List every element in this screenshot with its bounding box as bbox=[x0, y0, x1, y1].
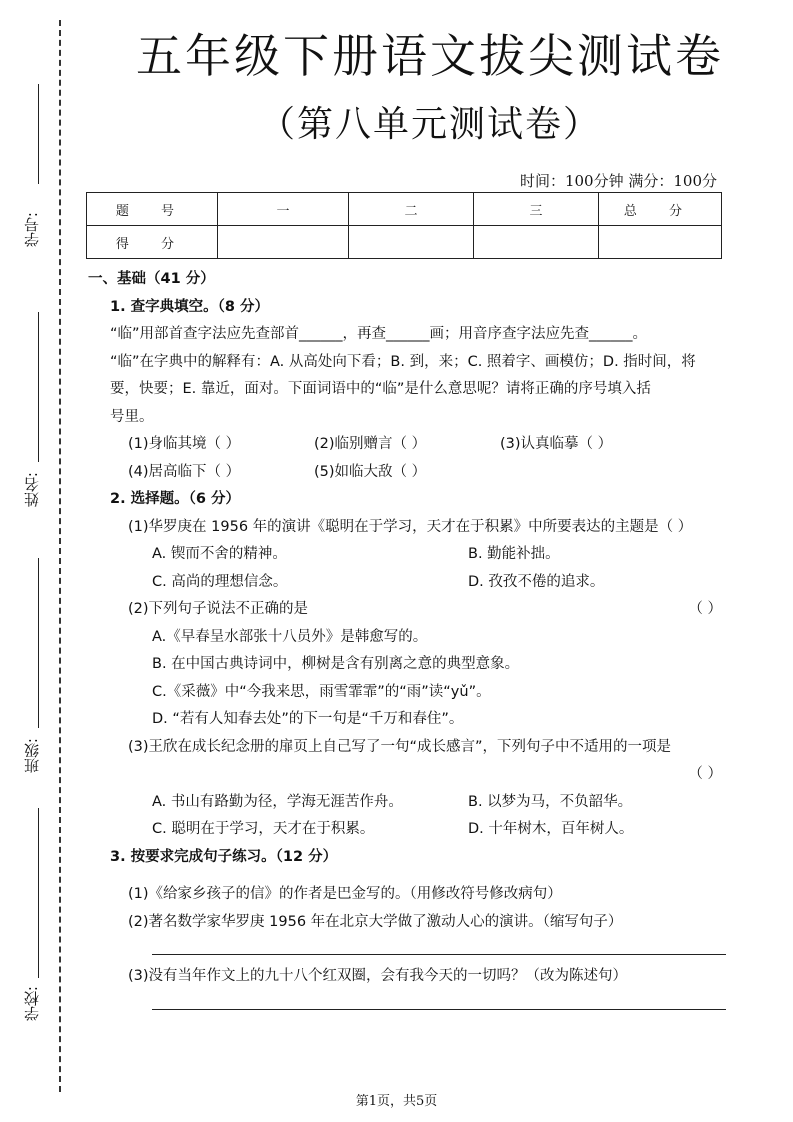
school-label: 学校: bbox=[23, 986, 41, 1022]
school-line[interactable] bbox=[38, 808, 39, 978]
time-score-info: 时间：100分钟 满分：100分 bbox=[519, 172, 717, 190]
score-table-score-row bbox=[87, 226, 722, 259]
question-2-3-stem: (3)王欣在成长纪念册的扉页上自己写了一句“成长感言”，下列句子中不适用的一项是 bbox=[128, 738, 672, 755]
name-line[interactable] bbox=[38, 312, 39, 462]
word-item[interactable]: (4)居高临下（ ） bbox=[128, 463, 241, 480]
question-3-1: (1)《给家乡孩子的信》的作者是巴金写的。（用修改符号修改病句） bbox=[128, 886, 562, 902]
page-title: 五年级下册语文拔尖测试卷 bbox=[136, 29, 724, 83]
score-cell[interactable] bbox=[349, 226, 474, 259]
option-c[interactable]: C.《采薇》中“今我来思，雨雪霏霏”的“雨”读“yǔ”。 bbox=[152, 683, 491, 700]
question-2-2-stem-row bbox=[88, 596, 728, 624]
word-item[interactable]: (2)临别赠言（ ） bbox=[314, 436, 427, 452]
option-row bbox=[88, 789, 728, 817]
option-row bbox=[88, 541, 728, 569]
question-1-items-row bbox=[88, 459, 728, 487]
word-item[interactable]: (1)身临其境（ ） bbox=[128, 436, 241, 452]
option-b[interactable]: B. 在中国古典诗词中，柳树是含有别离之意的典型意象。 bbox=[152, 656, 520, 672]
score-table-row-label: 得 分 bbox=[87, 226, 218, 259]
question-1-title: 1. 查字典填空。（8 分） bbox=[110, 298, 270, 315]
question-1-text: “临”用部首查字法应先查部首______，再查______画；用音序查字法应先查______。 bbox=[110, 326, 648, 342]
student-id-line[interactable] bbox=[38, 84, 39, 184]
question-3-title: 3. 按要求完成句子练习。（12 分） bbox=[110, 848, 338, 865]
option-c[interactable]: C. 聪明在于学习，天才在于积累。 bbox=[152, 821, 375, 837]
name-label: 姓名: bbox=[23, 472, 41, 508]
word-item[interactable]: (5)如临大敌（ ） bbox=[314, 463, 427, 480]
word-item[interactable]: (3)认真临摹（ ） bbox=[500, 436, 613, 452]
option-a[interactable]: A. 书山有路勤为径，学海无涯苦作舟。 bbox=[152, 793, 403, 810]
page-footer: 第1页，共5页 bbox=[355, 1094, 438, 1109]
option-a[interactable]: A. 锲而不舍的精神。 bbox=[152, 546, 287, 562]
option-a[interactable]: A.《早春呈水部张十八员外》是韩愈写的。 bbox=[152, 628, 428, 645]
binding-dashed-line bbox=[59, 20, 61, 1092]
score-table-header-cell: 三 bbox=[474, 193, 599, 226]
score-cell[interactable] bbox=[218, 226, 349, 259]
section-heading: 一、基础（41 分） bbox=[88, 271, 215, 287]
score-cell[interactable] bbox=[599, 226, 722, 259]
option-b[interactable]: B. 以梦为马，不负韶华。 bbox=[468, 793, 633, 810]
page-subtitle: （第八单元测试卷） bbox=[258, 104, 601, 145]
score-table-header-cell: 二 bbox=[349, 193, 474, 226]
question-1-text: 号里。 bbox=[110, 408, 154, 425]
option-row bbox=[88, 816, 728, 844]
question-2-3-paren-row bbox=[88, 761, 728, 789]
question-3-2: (2)著名数学家华罗庚 1956 年在北京大学做了激动人心的演讲。（缩写句子） bbox=[128, 913, 623, 930]
score-cell[interactable] bbox=[474, 226, 599, 259]
question-3-3: (3)没有当年作文上的九十八个红双圈，会有我今天的一切吗？（改为陈述句） bbox=[128, 968, 628, 984]
option-row bbox=[88, 569, 728, 597]
score-table-header-cell: 题 号 bbox=[87, 193, 218, 226]
option-d[interactable]: D. 十年树木，百年树人。 bbox=[468, 821, 634, 837]
question-2-2-stem: (2)下列句子说法不正确的是 bbox=[128, 601, 309, 617]
question-1-text: “临”在字典中的解释有：A. 从高处向下看；B. 到，来；C. 照着字、画模仿；D. 指时间，将 bbox=[110, 353, 696, 370]
answer-line[interactable] bbox=[152, 991, 726, 1010]
question-2-title: 2. 选择题。（6 分） bbox=[110, 491, 241, 507]
exam-content bbox=[88, 266, 728, 1010]
score-table bbox=[86, 192, 722, 259]
answer-paren[interactable]: （ ） bbox=[688, 601, 722, 617]
answer-paren[interactable]: （ ） bbox=[688, 766, 722, 782]
question-2-1-stem: (1)华罗庚在 1956 年的演讲《聪明在于学习，天才在于积累》中所要表达的主题是（ ） bbox=[128, 518, 693, 535]
student-id-label: 学号: bbox=[23, 212, 41, 248]
class-line[interactable] bbox=[38, 558, 39, 728]
option-b[interactable]: B. 勤能补拙。 bbox=[468, 546, 560, 562]
answer-line[interactable] bbox=[152, 936, 726, 955]
question-1-text: 要，快要；E. 靠近，面对。下面词语中的“临”是什么意思呢？请将正确的序号填入括 bbox=[110, 381, 651, 397]
score-table-header-cell: 一 bbox=[218, 193, 349, 226]
question-1-items-row bbox=[88, 431, 728, 459]
score-table-header-row bbox=[87, 193, 722, 226]
option-d[interactable]: D. 孜孜不倦的追求。 bbox=[468, 573, 605, 590]
option-d[interactable]: D. “若有人知春去处”的下一句是“千万和春住”。 bbox=[152, 711, 464, 727]
score-table-header-cell: 总 分 bbox=[599, 193, 722, 226]
class-label: 班级: bbox=[23, 738, 41, 774]
option-c[interactable]: C. 高尚的理想信念。 bbox=[152, 573, 288, 590]
